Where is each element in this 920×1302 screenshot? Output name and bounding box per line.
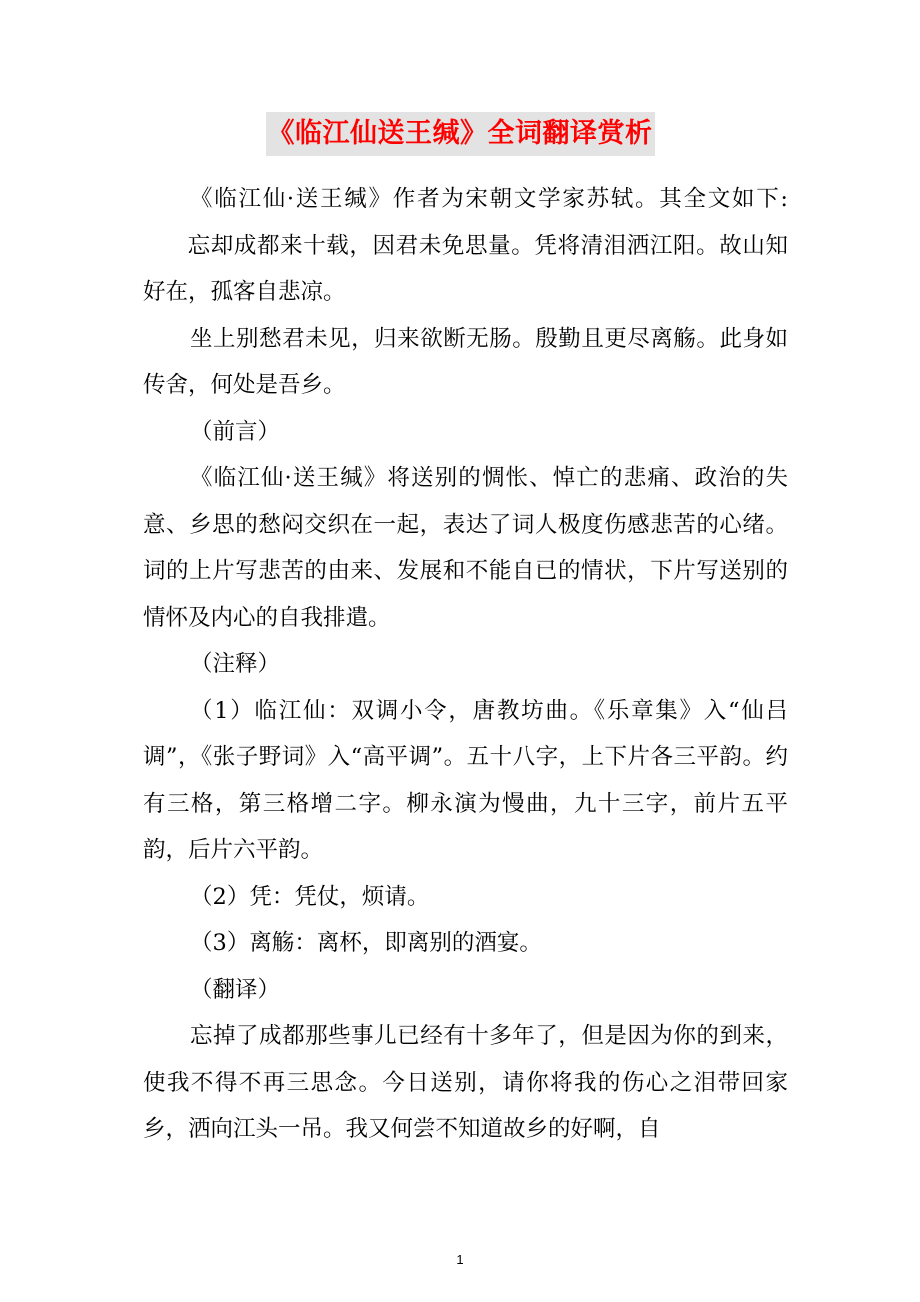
- intro-paragraph: [143, 176, 788, 316]
- note-1: （1）临江仙：双调小令，唐教坊曲。《乐章集》入“仙吕调”，《张子野词》入“高平调”。五十八字，上下片各三平韵。约有三格，第三格增二字。柳永演为慢曲，九十三字，前片五平韵，后片六平韵。: [143, 697, 788, 863]
- title-container: [0, 112, 920, 156]
- page-number: 1: [456, 1252, 464, 1267]
- document-title: 《临江仙送王缄》全词翻译赏析: [266, 112, 655, 156]
- translation-label: （翻译）: [190, 976, 281, 1003]
- note-2: （2）凭：凭仗，烦请。: [190, 883, 430, 910]
- preface-paragraph: 《临江仙·送王缄》将送别的惆怅、悼亡的悲痛、政治的失意、乡思的愁闷交织在一起，表达了词人极度伤感悲苦的心绪。词的上片写悲苦的由来、发展和不能自已的情状，下片写送别的情怀及内心的自我排遣。: [143, 465, 788, 631]
- poem-part1: 忘却成都来十载，因君未免思量。凭将清泪洒江阳。故山知好在，孤客自悲凉。: [143, 232, 788, 305]
- intro-line: 《临江仙·送王缄》作者为宋朝文学家苏轼。其全文如下:: [190, 186, 788, 212]
- poem-part2-paragraph: 坐上别愁君未见，归来欲断无肠。殷勤且更尽离觞。此身如传舍，何处是吾乡。: [143, 325, 788, 398]
- translation-paragraph: 忘掉了成都那些事儿已经有十多年了，但是因为你的到来，使我不得不再三思念。今日送别，请你将我的伤心之泪带回家乡，洒向江头一吊。我又何尝不知道故乡的好啊，自: [143, 1023, 788, 1142]
- notes-label: （注释）: [190, 651, 281, 677]
- note-3: （3）离觞：离杯，即离别的酒宴。: [190, 930, 542, 956]
- preface-label: （前言）: [190, 418, 281, 445]
- document-body: [143, 176, 788, 1153]
